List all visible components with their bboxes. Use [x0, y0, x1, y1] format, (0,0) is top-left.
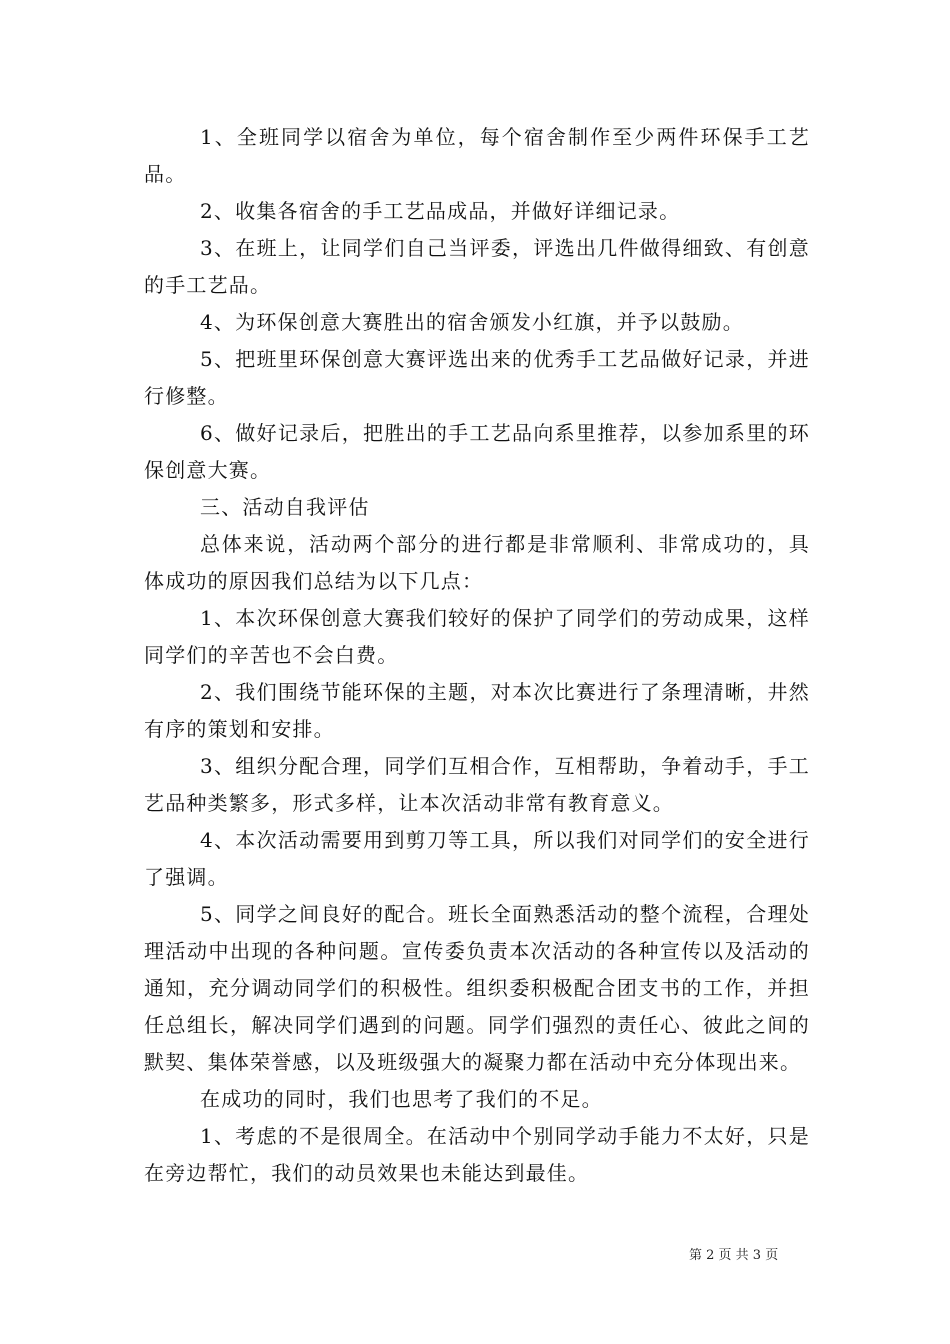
paragraph-reason-5: 5、同学之间良好的配合。班长全面熟悉活动的整个流程，合理处理活动中出现的各种问题。宣传委负责本次活动的各种宣传以及活动的通知，充分调动同学们的积极性。组织委积极配合团支书的工作，并担任总组长，解决同学们遇到的问题。同学们强烈的责任心、彼此之间的默契、集体荣誉感，以及班级强大的凝聚力都在活动中充分体现出来。 — [144, 902, 810, 1074]
paragraph-task-6: 6、做好记录后，把胜出的手工艺品向系里推荐，以参加系里的环保创意大赛。 — [144, 421, 810, 482]
paragraph-task-2: 2、收集各宿舍的手工艺品成品，并做好详细记录。 — [200, 199, 681, 223]
paragraph-task-4: 4、为环保创意大赛胜出的宿舍颁发小红旗，并予以鼓励。 — [200, 310, 744, 334]
paragraph-reason-2: 2、我们围绕节能环保的主题，对本次比赛进行了条理清晰，井然有序的策划和安排。 — [144, 680, 810, 741]
paragraph-shortcomings-intro: 在成功的同时，我们也思考了我们的不足。 — [200, 1087, 603, 1111]
paragraph-reason-1: 1、本次环保创意大赛我们较好的保护了同学们的劳动成果，这样同学们的辛苦也不会白费。 — [144, 606, 810, 667]
document-body — [144, 119, 810, 1192]
paragraph-task-1: 1、全班同学以宿舍为单位，每个宿舍制作至少两件环保手工艺品。 — [144, 125, 810, 186]
section-heading-self-evaluation: 三、活动自我评估 — [200, 495, 370, 519]
page-number-footer: 第 2 页 共 3 页 — [689, 1248, 779, 1263]
paragraph-task-3: 3、在班上，让同学们自己当评委，评选出几件做得细致、有创意的手工艺品。 — [144, 236, 810, 297]
paragraph-reason-4: 4、本次活动需要用到剪刀等工具，所以我们对同学们的安全进行了强调。 — [144, 828, 810, 889]
paragraph-task-5: 5、把班里环保创意大赛评选出来的优秀手工艺品做好记录，并进行修整。 — [144, 347, 810, 408]
paragraph-summary: 总体来说，活动两个部分的进行都是非常顺利、非常成功的，具体成功的原因我们总结为以下几点： — [144, 532, 810, 593]
paragraph-shortcoming-1: 1、考虑的不是很周全。在活动中个别同学动手能力不太好，只是在旁边帮忙，我们的动员效果也未能达到最佳。 — [144, 1124, 810, 1185]
paragraph-reason-3: 3、组织分配合理，同学们互相合作，互相帮助，争着动手，手工艺品种类繁多，形式多样，让本次活动非常有教育意义。 — [144, 754, 810, 815]
